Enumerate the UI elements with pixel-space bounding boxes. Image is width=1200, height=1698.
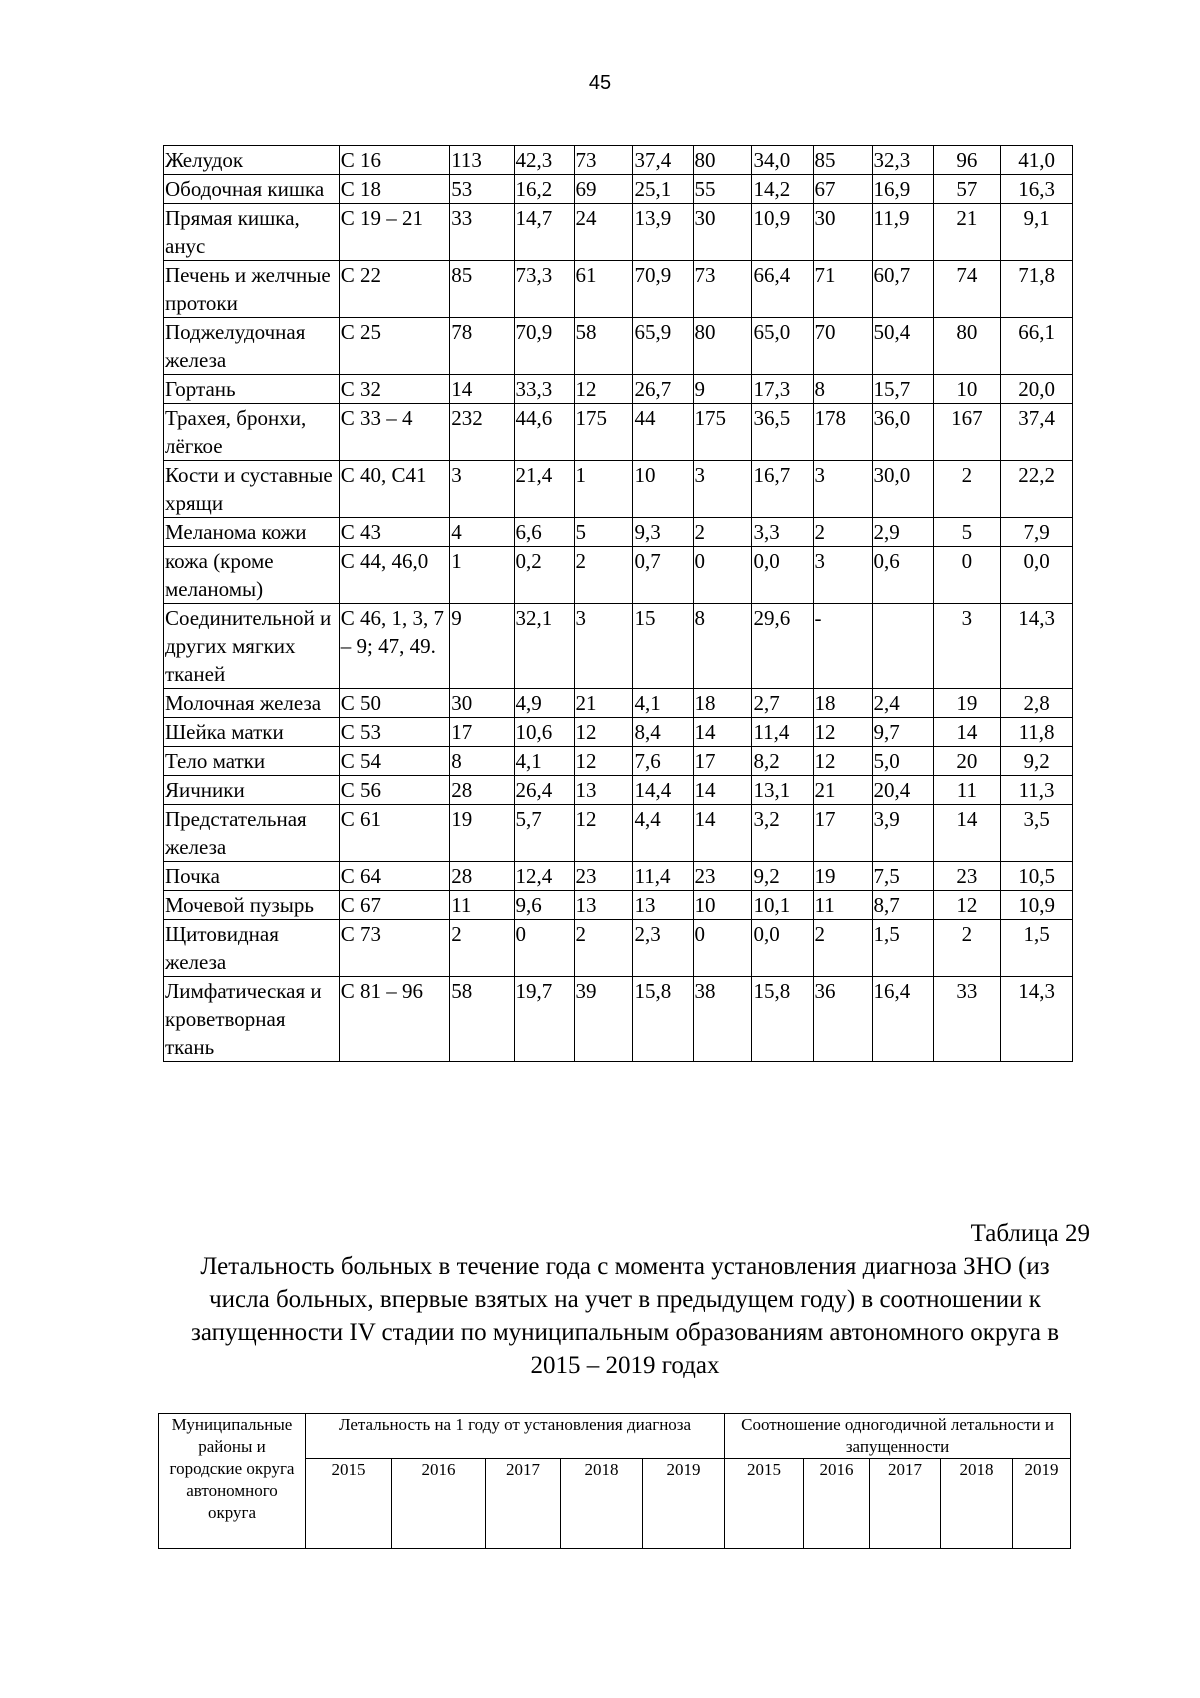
value-cell: 5,7	[514, 805, 574, 862]
value-cell: 2	[813, 518, 872, 547]
icd-code: С 56	[339, 776, 449, 805]
table-title: Летальность больных в течение года с момента установления диагноза ЗНО (из числа больных, впервые взятых на учет в предыдущем году) в соотношении к запущенности IV стадии по муниципальным образованиям автономного округа в 2015 – 2019 годах	[190, 1253, 1060, 1379]
table-row	[164, 204, 1073, 261]
value-cell: 10,5	[1001, 862, 1073, 891]
value-cell: 34,0	[752, 146, 813, 175]
icd-code: С 16	[339, 146, 449, 175]
value-cell: 3	[813, 547, 872, 604]
value-cell: 0	[933, 547, 1001, 604]
value-cell: 12	[574, 375, 633, 404]
value-cell: 61	[574, 261, 633, 318]
value-cell: 20,0	[1001, 375, 1073, 404]
table-row	[164, 805, 1073, 862]
row-label: Щитовидная железа	[164, 920, 340, 977]
icd-code: С 64	[339, 862, 449, 891]
value-cell: 15,7	[872, 375, 933, 404]
value-cell: 65,9	[633, 318, 693, 375]
value-cell: 9,7	[872, 718, 933, 747]
value-cell: 3,3	[752, 518, 813, 547]
value-cell: 14	[693, 776, 752, 805]
value-cell: 37,4	[633, 146, 693, 175]
row-label: Печень и желчные протоки	[164, 261, 340, 318]
value-cell: 9,2	[1001, 747, 1073, 776]
value-cell: 15,8	[752, 977, 813, 1062]
row-label: Кости и суставные хрящи	[164, 461, 340, 518]
value-cell: 11,4	[633, 862, 693, 891]
year-cell: 2018	[941, 1459, 1013, 1549]
value-cell: 175	[574, 404, 633, 461]
value-cell: 23	[693, 862, 752, 891]
icd-code: С 18	[339, 175, 449, 204]
value-cell: 19	[933, 689, 1001, 718]
value-cell: 44,6	[514, 404, 574, 461]
value-cell: 12	[813, 747, 872, 776]
table-row	[164, 891, 1073, 920]
value-cell: 16,3	[1001, 175, 1073, 204]
value-cell: 10,6	[514, 718, 574, 747]
value-cell: 19	[450, 805, 514, 862]
value-cell: 17	[813, 805, 872, 862]
value-cell: 20	[933, 747, 1001, 776]
value-cell: 4,1	[514, 747, 574, 776]
value-cell: 74	[933, 261, 1001, 318]
table-row	[164, 747, 1073, 776]
value-cell: 71	[813, 261, 872, 318]
icd-code: С 22	[339, 261, 449, 318]
value-cell: 15,8	[633, 977, 693, 1062]
value-cell: 3	[813, 461, 872, 518]
value-cell: 33	[933, 977, 1001, 1062]
value-cell: 55	[693, 175, 752, 204]
value-cell: 0,0	[752, 920, 813, 977]
value-cell: 2,7	[752, 689, 813, 718]
value-cell: 10	[693, 891, 752, 920]
value-cell: 10	[633, 461, 693, 518]
value-cell: 0,0	[1001, 547, 1073, 604]
value-cell: 32,1	[514, 604, 574, 689]
value-cell: 36,5	[752, 404, 813, 461]
value-cell: 14,4	[633, 776, 693, 805]
icd-code: С 73	[339, 920, 449, 977]
value-cell: 8	[813, 375, 872, 404]
value-cell: 14	[933, 718, 1001, 747]
value-cell: 71,8	[1001, 261, 1073, 318]
value-cell: 2,4	[872, 689, 933, 718]
year-cell: 2017	[486, 1459, 561, 1549]
row-label: Молочная железа	[164, 689, 340, 718]
value-cell: 10,9	[752, 204, 813, 261]
value-cell: 13,1	[752, 776, 813, 805]
table-row	[164, 375, 1073, 404]
year-cell: 2015	[725, 1459, 804, 1549]
year-cell: 2016	[392, 1459, 486, 1549]
value-cell: 1,5	[1001, 920, 1073, 977]
value-cell: 167	[933, 404, 1001, 461]
value-cell: 16,7	[752, 461, 813, 518]
value-cell: 25,1	[633, 175, 693, 204]
value-cell: 10	[933, 375, 1001, 404]
value-cell: 96	[933, 146, 1001, 175]
table-row	[164, 261, 1073, 318]
value-cell: 2	[574, 547, 633, 604]
value-cell: 19	[813, 862, 872, 891]
value-cell: 4,4	[633, 805, 693, 862]
value-cell: 14,3	[1001, 604, 1073, 689]
icd-code: С 67	[339, 891, 449, 920]
value-cell: 42,3	[514, 146, 574, 175]
value-cell: 1	[574, 461, 633, 518]
value-cell: 32,3	[872, 146, 933, 175]
value-cell: 50,4	[872, 318, 933, 375]
value-cell: 65,0	[752, 318, 813, 375]
icd-code: С 40, С41	[339, 461, 449, 518]
value-cell: 4	[450, 518, 514, 547]
value-cell: 14	[450, 375, 514, 404]
value-cell: 8,4	[633, 718, 693, 747]
value-cell: 12	[574, 718, 633, 747]
value-cell: 14,3	[1001, 977, 1073, 1062]
row-label: Тело матки	[164, 747, 340, 776]
year-cell: 2016	[804, 1459, 870, 1549]
value-cell: 21	[813, 776, 872, 805]
value-cell: 36	[813, 977, 872, 1062]
value-cell: 7,5	[872, 862, 933, 891]
value-cell: 1,5	[872, 920, 933, 977]
value-cell: 2	[933, 920, 1001, 977]
value-cell: 57	[933, 175, 1001, 204]
value-cell: 24	[574, 204, 633, 261]
value-cell: 0,7	[633, 547, 693, 604]
value-cell: 14,7	[514, 204, 574, 261]
value-cell: 12	[574, 805, 633, 862]
icd-code: С 43	[339, 518, 449, 547]
value-cell: 14,2	[752, 175, 813, 204]
row-label: Ободочная кишка	[164, 175, 340, 204]
icd-code: С 19 – 21	[339, 204, 449, 261]
value-cell: 4,9	[514, 689, 574, 718]
value-cell: 16,4	[872, 977, 933, 1062]
value-cell: 9,3	[633, 518, 693, 547]
value-cell: 26,7	[633, 375, 693, 404]
value-cell: 28	[450, 776, 514, 805]
table-row	[164, 718, 1073, 747]
table-row	[164, 518, 1073, 547]
table-row	[164, 920, 1073, 977]
value-cell: 18	[693, 689, 752, 718]
value-cell: 73	[574, 146, 633, 175]
value-cell: 28	[450, 862, 514, 891]
value-cell: 11	[450, 891, 514, 920]
icd-code: С 46, 1, 3, 7 – 9; 47, 49.	[339, 604, 449, 689]
value-cell: 70	[813, 318, 872, 375]
value-cell: 17	[450, 718, 514, 747]
year-cell: 2017	[870, 1459, 941, 1549]
row-label: кожа (кроме меланомы)	[164, 547, 340, 604]
value-cell: 20,4	[872, 776, 933, 805]
value-cell: 21,4	[514, 461, 574, 518]
value-cell: 3	[693, 461, 752, 518]
value-cell: 80	[693, 318, 752, 375]
row-label: Меланома кожи	[164, 518, 340, 547]
value-cell: 14	[933, 805, 1001, 862]
table-caption: Таблица 29	[970, 1220, 1090, 1247]
value-cell: 17,3	[752, 375, 813, 404]
value-cell: 66,1	[1001, 318, 1073, 375]
value-cell: 12	[933, 891, 1001, 920]
value-cell: 2	[693, 518, 752, 547]
value-cell: 30	[450, 689, 514, 718]
value-cell: 41,0	[1001, 146, 1073, 175]
icd-code: С 50	[339, 689, 449, 718]
value-cell: 3,9	[872, 805, 933, 862]
year-cell: 2018	[561, 1459, 643, 1549]
row-label: Лимфатическая и кроветворная ткань	[164, 977, 340, 1062]
incidence-table	[163, 145, 1073, 1062]
value-cell	[872, 604, 933, 689]
value-cell: 0,6	[872, 547, 933, 604]
value-cell: 9,2	[752, 862, 813, 891]
value-cell: 58	[574, 318, 633, 375]
value-cell: 69	[574, 175, 633, 204]
value-cell: 2,9	[872, 518, 933, 547]
table-row	[164, 146, 1073, 175]
value-cell: 21	[933, 204, 1001, 261]
value-cell: 0	[514, 920, 574, 977]
value-cell: 13	[633, 891, 693, 920]
icd-code: С 53	[339, 718, 449, 747]
icd-code: С 81 – 96	[339, 977, 449, 1062]
value-cell: 33,3	[514, 375, 574, 404]
value-cell: 53	[450, 175, 514, 204]
value-cell: 30,0	[872, 461, 933, 518]
value-cell: 29,6	[752, 604, 813, 689]
value-cell: 73,3	[514, 261, 574, 318]
value-cell: 10,1	[752, 891, 813, 920]
value-cell: 12	[813, 718, 872, 747]
table-row	[164, 604, 1073, 689]
value-cell: 23	[933, 862, 1001, 891]
value-cell: 7,6	[633, 747, 693, 776]
value-cell: 13	[574, 776, 633, 805]
value-cell: 3	[574, 604, 633, 689]
value-cell: 9	[693, 375, 752, 404]
value-cell: 3,5	[1001, 805, 1073, 862]
value-cell: 11,8	[1001, 718, 1073, 747]
value-cell: 1	[450, 547, 514, 604]
value-cell: 10,9	[1001, 891, 1073, 920]
value-cell: 9,6	[514, 891, 574, 920]
value-cell: 58	[450, 977, 514, 1062]
icd-code: С 54	[339, 747, 449, 776]
value-cell: 175	[693, 404, 752, 461]
value-cell: 8,7	[872, 891, 933, 920]
value-cell: 8	[693, 604, 752, 689]
value-cell: 66,4	[752, 261, 813, 318]
value-cell: 3,2	[752, 805, 813, 862]
value-cell: 80	[693, 146, 752, 175]
icd-code: С 25	[339, 318, 449, 375]
year-cell: 2019	[643, 1459, 725, 1549]
row-label: Почка	[164, 862, 340, 891]
mortality-table-header	[158, 1413, 1071, 1549]
value-cell: 0	[693, 547, 752, 604]
value-cell: 37,4	[1001, 404, 1073, 461]
value-cell: 2,8	[1001, 689, 1073, 718]
value-cell: 33	[450, 204, 514, 261]
table-row	[164, 461, 1073, 518]
value-cell: 8	[450, 747, 514, 776]
value-cell: 5,0	[872, 747, 933, 776]
value-cell: 26,4	[514, 776, 574, 805]
table-row	[164, 689, 1073, 718]
value-cell: 2	[933, 461, 1001, 518]
value-cell: 67	[813, 175, 872, 204]
table-row	[164, 977, 1073, 1062]
value-cell: 232	[450, 404, 514, 461]
header-municipalities: Муниципальные районы и городские округа автономного округа	[159, 1414, 306, 1549]
value-cell: 70,9	[633, 261, 693, 318]
value-cell: 7,9	[1001, 518, 1073, 547]
value-cell: 15	[633, 604, 693, 689]
value-cell: 0	[693, 920, 752, 977]
table-row	[164, 547, 1073, 604]
value-cell: 21	[574, 689, 633, 718]
year-cell: 2019	[1013, 1459, 1071, 1549]
value-cell: 11,9	[872, 204, 933, 261]
table-row	[164, 862, 1073, 891]
value-cell: 60,7	[872, 261, 933, 318]
value-cell: 13,9	[633, 204, 693, 261]
value-cell: -	[813, 604, 872, 689]
value-cell: 16,2	[514, 175, 574, 204]
value-cell: 9	[450, 604, 514, 689]
value-cell: 0,2	[514, 547, 574, 604]
value-cell: 11	[933, 776, 1001, 805]
value-cell: 11,4	[752, 718, 813, 747]
value-cell: 16,9	[872, 175, 933, 204]
value-cell: 80	[933, 318, 1001, 375]
value-cell: 3	[450, 461, 514, 518]
table-row	[164, 776, 1073, 805]
value-cell: 14	[693, 718, 752, 747]
value-cell: 5	[933, 518, 1001, 547]
row-label: Соединительной и других мягких тканей	[164, 604, 340, 689]
value-cell: 11	[813, 891, 872, 920]
row-label: Поджелудочная железа	[164, 318, 340, 375]
row-label: Яичники	[164, 776, 340, 805]
value-cell: 6,6	[514, 518, 574, 547]
value-cell: 23	[574, 862, 633, 891]
row-label: Шейка матки	[164, 718, 340, 747]
value-cell: 0,0	[752, 547, 813, 604]
header-ratio-group: Соотношение одногодичной летальности и запущенности	[725, 1414, 1071, 1459]
value-cell: 85	[450, 261, 514, 318]
table-row	[164, 404, 1073, 461]
value-cell: 30	[813, 204, 872, 261]
value-cell: 38	[693, 977, 752, 1062]
value-cell: 70,9	[514, 318, 574, 375]
value-cell: 5	[574, 518, 633, 547]
icd-code: С 33 – 4	[339, 404, 449, 461]
value-cell: 11,3	[1001, 776, 1073, 805]
header-mortality-group: Летальность на 1 году от установления диагноза	[306, 1414, 725, 1459]
value-cell: 2	[574, 920, 633, 977]
value-cell: 78	[450, 318, 514, 375]
value-cell: 12	[574, 747, 633, 776]
value-cell: 3	[933, 604, 1001, 689]
value-cell: 73	[693, 261, 752, 318]
table-row	[164, 175, 1073, 204]
icd-code: С 32	[339, 375, 449, 404]
icd-code: С 61	[339, 805, 449, 862]
row-label: Прямая кишка, анус	[164, 204, 340, 261]
year-cell: 2015	[306, 1459, 392, 1549]
value-cell: 8,2	[752, 747, 813, 776]
table-row	[164, 318, 1073, 375]
row-label: Мочевой пузырь	[164, 891, 340, 920]
value-cell: 39	[574, 977, 633, 1062]
value-cell: 9,1	[1001, 204, 1073, 261]
value-cell: 19,7	[514, 977, 574, 1062]
value-cell: 17	[693, 747, 752, 776]
value-cell: 18	[813, 689, 872, 718]
value-cell: 2	[813, 920, 872, 977]
value-cell: 85	[813, 146, 872, 175]
value-cell: 178	[813, 404, 872, 461]
value-cell: 14	[693, 805, 752, 862]
row-label: Предстательная железа	[164, 805, 340, 862]
row-label: Гортань	[164, 375, 340, 404]
row-label: Трахея, бронхи, лёгкое	[164, 404, 340, 461]
value-cell: 22,2	[1001, 461, 1073, 518]
value-cell: 13	[574, 891, 633, 920]
value-cell: 113	[450, 146, 514, 175]
value-cell: 12,4	[514, 862, 574, 891]
value-cell: 2	[450, 920, 514, 977]
value-cell: 30	[693, 204, 752, 261]
value-cell: 2,3	[633, 920, 693, 977]
row-label: Желудок	[164, 146, 340, 175]
value-cell: 44	[633, 404, 693, 461]
icd-code: С 44, 46,0	[339, 547, 449, 604]
value-cell: 4,1	[633, 689, 693, 718]
page-number: 45	[588, 72, 612, 94]
value-cell: 36,0	[872, 404, 933, 461]
